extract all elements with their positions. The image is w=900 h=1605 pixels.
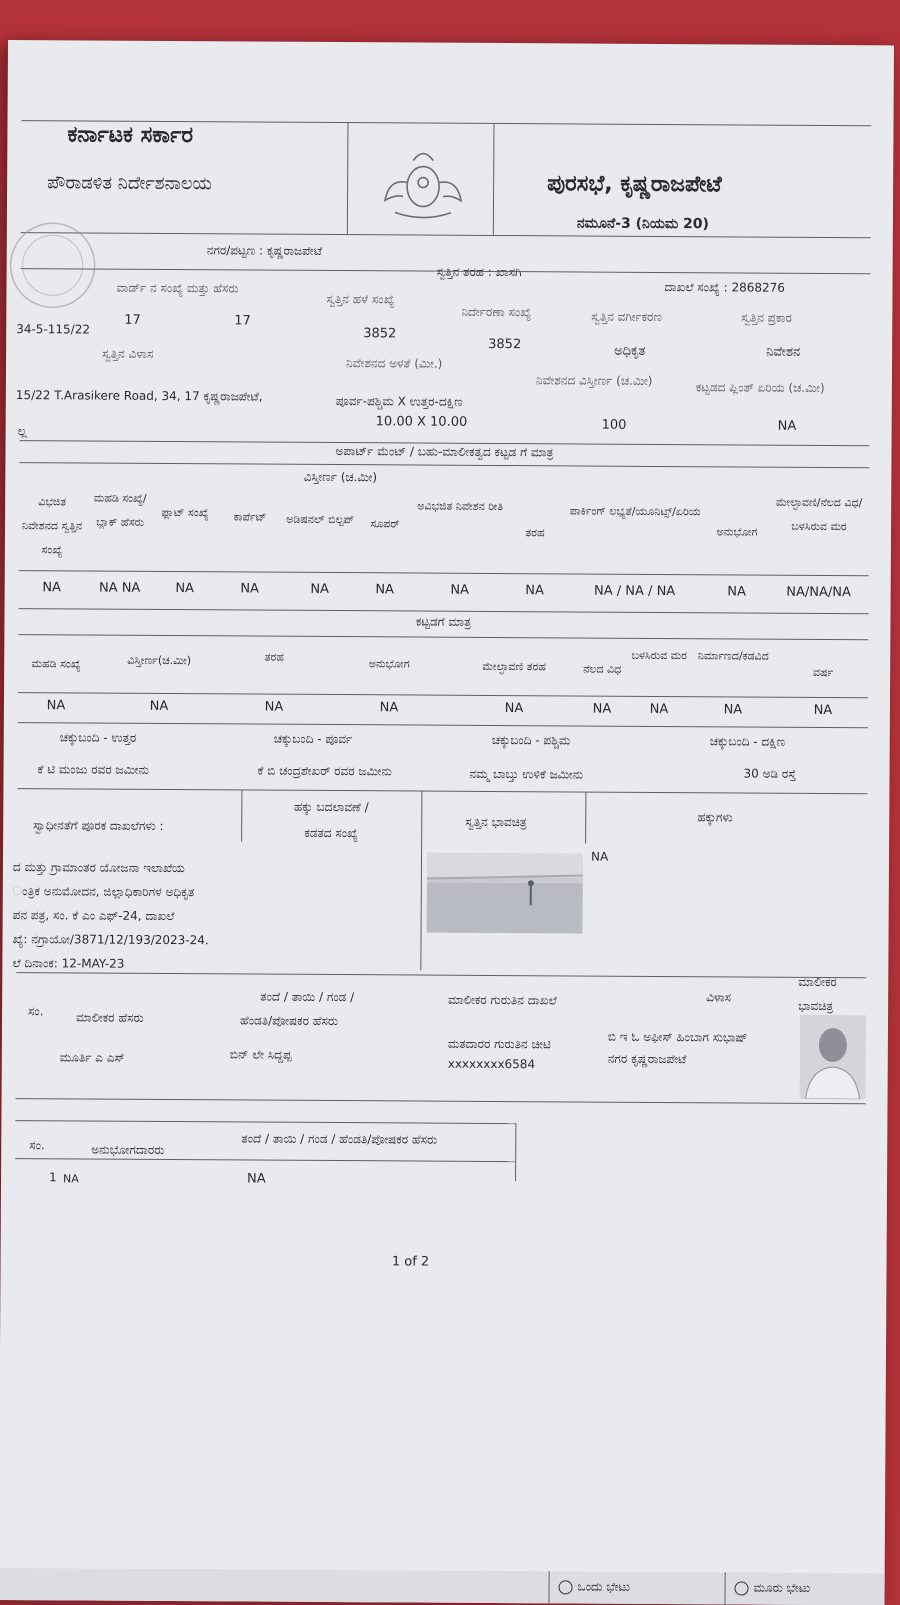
- record-number: ದಾಖಲೆ ಸಂಖ್ಯೆ : 2868276: [664, 280, 785, 296]
- building-value-cell: NA: [224, 699, 324, 715]
- west-boundary-label: ಚಕ್ಕುಬಂದಿ - ಪಶ್ಚಿಮ: [492, 733, 571, 748]
- site-area-value: 100: [602, 418, 627, 433]
- east-boundary-label: ಚಕ್ಕುಬಂದಿ - ಪೂರ್ವ: [274, 732, 353, 747]
- building-value-cell: NA: [574, 701, 630, 716]
- building-value-cell: NA: [778, 703, 868, 719]
- apartment-header-cell: ಮಹಡಿ ಸಂಖ್ಯೆ/ಬ್ಲಾಕ್ ಹೆಸರು: [85, 486, 155, 534]
- municipality-name: ಪುರಸಭೆ, ಕೃಷ್ಣರಾಜಪೇಟೆ: [547, 171, 722, 197]
- apartment-header-cell: ಸೂಪರ್: [355, 512, 415, 536]
- building-value-cell: NA: [630, 702, 688, 717]
- property-address-tail: ಲ್ಲ: [18, 424, 27, 439]
- old-number-label: ಸ್ವತ್ತಿನ ಹಳೆ ಸಂಖ್ಯೆ: [326, 292, 394, 307]
- apartment-value-cell: NA: [215, 581, 285, 596]
- supporting-document-line: ಖ್ಯೆ: ನಗ್ರಾಯೋ/3871/12/193/2023-24.: [12, 932, 208, 948]
- ward-name: 17: [234, 313, 251, 328]
- transfer-label: ಹಕ್ಕು ಬದಲಾವಣೆ /: [241, 799, 421, 815]
- apartment-header-cell: ಅಡಿಷನಲ್ ಬಿಲ್ಟಪ್: [285, 508, 355, 532]
- owner-id-label: ಮಾಲೀಕರ ಗುರುತಿನ ದಾಖಲೆ: [448, 993, 557, 1009]
- building-header-cell: ನಿರ್ಮಾಣದ/ಕಡವಿದ: [688, 644, 778, 669]
- directorate-name: ಪೌರಾಡಳಿತ ನಿರ್ದೇಶನಾಲಯ: [47, 172, 212, 194]
- owner-id-type: ಮತದಾರರ ಗುರುತಿನ ಚೀಟಿ: [448, 1037, 551, 1053]
- south-boundary-label: ಚಕ್ಕುಬಂದಿ - ದಕ್ಷಿಣ: [710, 734, 786, 749]
- ward-number: 17: [124, 313, 141, 328]
- owner-address-label: ವಿಳಾಸ: [706, 990, 731, 1005]
- building-header-cell: ವರ್ಷ: [778, 661, 868, 686]
- supporting-document-line: ಂತ್ರಿಕ ಅನುಮೋದನ, ಜಿಲ್ಲಾಧಿಕಾರಿಗಳ ಅಧಿಕೃತ: [13, 884, 195, 900]
- registration-number-label: ನಿರ್ದೇರಣಾ ಸಂಖ್ಯೆ: [461, 305, 531, 320]
- north-boundary: ಕೆ ಟಿ ಮಂಜು ರವರ ಜಮೀನು: [37, 762, 149, 778]
- apartment-value-cell: NA / NA / NA: [565, 583, 705, 599]
- relation-label: ತಂದೆ / ತಾಯಿ / ಗಂಡ /: [260, 990, 354, 1006]
- dimension-value: 10.00 X 10.00: [376, 414, 468, 430]
- registration-number: 3852: [488, 337, 521, 352]
- radio-icon: [559, 1580, 573, 1594]
- apartment-value-cell: NA: [705, 584, 769, 599]
- north-boundary-label: ಚಕ್ಕುಬಂದಿ - ಉತ್ತರ: [60, 730, 137, 745]
- owner-id-value: xxxxxxxx6584: [448, 1057, 535, 1072]
- apartment-header-cell: ಪಾರ್ಕಿಂಗ್ ಲಭ್ಯತೆ/ಯೂನಿಟ್ಸ್/ಏರಿಯ: [565, 499, 705, 524]
- area-group-header: ವಿಸ್ತೀರ್ಣ (ಚ.ಮೀ): [235, 469, 445, 485]
- building-header-cell: ತರಹ: [224, 645, 324, 670]
- option-one-visit[interactable]: [559, 1579, 631, 1594]
- building-header-cell: ಮೇಲ್ಛಾವಣಿ ತರಹ: [454, 655, 574, 680]
- apartment-value-cell: NA: [415, 582, 505, 598]
- supporting-documents-label: ಸ್ವಾಧೀನತೆಗೆ ಪೂರಕ ದಾಖಲೆಗಳು :: [33, 818, 164, 834]
- building-header-cell: ಮಹಡಿ ಸಂಖ್ಯೆ: [18, 652, 94, 676]
- owner-address-line-2: ನಗರ ಕೃಷ್ಣರಾಜಪೇಟೆ: [608, 1052, 687, 1067]
- apartment-value-cell: NA: [505, 583, 565, 598]
- owner-name-label: ಮಾಲೀಕರ ಹೆಸರು: [76, 1010, 144, 1025]
- owner-relation: ಬಿನ್ ಲೇ ಸಿದ್ದಪ್ಪ: [230, 1047, 292, 1062]
- building-value-cell: NA: [454, 701, 574, 717]
- relation-label-2: ಹೆಂಡತಿ/ಪೋಷಕರ ಹೆಸರು: [240, 1013, 338, 1029]
- town-label: ನಗರ/ಪಟ್ಟಣ : ಕೃಷ್ಣರಾಜಪೇಟೆ: [207, 243, 322, 259]
- rights-label: ಹಕ್ಕುಗಳು: [697, 810, 733, 825]
- south-boundary: 30 ಅಡಿ ರಸ್ತೆ: [743, 767, 796, 782]
- apartment-value-cell: NA: [19, 580, 85, 595]
- rights-value: NA: [591, 850, 608, 864]
- property-photo-label: ಸ್ವತ್ತಿನ ಭಾವಚಿತ್ರ: [465, 815, 527, 830]
- apartment-header-cell: ಕಾರ್ಪೆಟ್: [215, 505, 285, 529]
- apartment-value-cell: NA NA: [85, 580, 155, 595]
- building-header-cell: ಅನುಭೋಗ: [324, 652, 454, 677]
- address-label: ಸ್ವತ್ತಿನ ವಿಳಾಸ: [102, 347, 153, 362]
- option-three-visit[interactable]: [735, 1580, 811, 1595]
- supporting-document-line: ಪನ ಪತ್ರ, ಸಂ. ಕೆ ಎಂ ಎಫ್-24, ದಾಖಲೆ: [13, 908, 175, 924]
- site-area-label: ನಿವೇಶನದ ವಿಸ್ತೀರ್ಣ (ಚ.ಮೀ): [536, 373, 653, 389]
- property-photo: [427, 853, 583, 934]
- radio-icon: [735, 1581, 749, 1595]
- apartment-header-cell: ಮೇಲ್ಛಾವಣಿ/ನೆಲದ ವಿಧ/ಬಳಸಿರುವ ಮರ: [769, 491, 869, 540]
- kind-value: ನಿವೇಶನ: [766, 345, 800, 360]
- apartment-value-cell: NA: [355, 582, 415, 597]
- kind-label: ಸ್ವತ್ತಿನ ಪ್ರಕಾರ: [741, 310, 792, 325]
- apartment-section-title: ಅಪಾರ್ಟ್ ಮೆಂಟ್ / ಬಹು-ಮಾಲೀಕತ್ವದ ಕಟ್ಟಡ ಗೆ ಮಾತ್ರ: [19, 442, 869, 462]
- occupant-number-label: ಸಂ.: [29, 1138, 45, 1153]
- building-value-cell: NA: [94, 699, 224, 715]
- apartment-header-cell: ವಿಭಜಿತ ನಿವೇಶನದ ಸ್ವತ್ತಿನ ಸಂಖ್ಯೆ: [19, 490, 85, 562]
- apartment-value-cell: NA/NA/NA: [769, 585, 869, 601]
- rubber-stamp-icon: [2, 210, 113, 321]
- east-boundary: ಕೆ ಬಿ ಚಂದ್ರಶೇಖರ್ ರವರ ಜಮೀನು: [257, 764, 391, 780]
- left-id: 34-5-115/22: [16, 322, 90, 336]
- footer-bar: [0, 1568, 885, 1605]
- apartment-header-cell: ಫ್ಲಾಟ್ ಸಂಖ್ಯೆ: [155, 501, 215, 525]
- file-number-label: ಕಡತದ ಸಂಖ್ಯೆ: [241, 825, 421, 841]
- dimension-label: ನಿವೇಶನದ ಅಳತೆ (ಮೀ.): [346, 356, 442, 372]
- occupant-row-number: 1: [49, 1170, 57, 1184]
- building-header-cell: ವಿಸ್ತೀರ್ಣ(ಚ.ಮೀ): [94, 649, 224, 674]
- apartment-header-cell: ಅನುಭೋಗ: [705, 520, 769, 544]
- plinth-area-value: NA: [778, 419, 797, 434]
- state-emblem-icon: [367, 142, 479, 223]
- classification-value: ಅಧಿಕೃತ: [614, 344, 645, 359]
- option-three-label: ಮೂರು ಭೇಟು: [754, 1581, 811, 1595]
- owner-number-label: ಸಂ.: [28, 1004, 44, 1019]
- building-section-title: ಕಟ್ಟಡಗೆ ಮಾತ್ರ: [18, 612, 868, 632]
- occupant-name-label: ಅನುಭೋಗದಾರರು: [91, 1143, 164, 1158]
- property-address: 15/22 T.Arasikere Road, 34, 17 ಕೃಷ್ಣರಾಜಪೇಟೆ,: [16, 388, 263, 405]
- option-one-label: ಒಂದು ಭೇಟು: [578, 1580, 631, 1594]
- building-header-cell: ನೆಲದ ವಿಧ: [574, 657, 630, 681]
- supporting-document-line: ದ ಮತ್ತು ಗ್ರಾಮಾಂತರ ಯೋಜನಾ ಇಲಾಖೆಯ: [13, 860, 185, 876]
- building-value-cell: NA: [18, 698, 94, 713]
- owner-photo-label-2: ಭಾವಚಿತ್ರ: [798, 999, 833, 1014]
- building-value-cell: NA: [324, 700, 454, 716]
- occupant-name: NA: [63, 1172, 79, 1185]
- owner-photo-label: ಮಾಲೀಕರ: [798, 975, 837, 990]
- apartment-header-cell: ತರಹ: [505, 521, 565, 545]
- plinth-area-label: ಕಟ್ಟಡದ ಪ್ಲಿಂತ್ ಏರಿಯ (ಚ.ಮೀ): [696, 380, 825, 396]
- document-page: [0, 40, 894, 1605]
- building-header-cell: ಬಳಸಿರುವ ಮರ: [630, 644, 688, 668]
- occupant-relation: NA: [247, 1171, 266, 1186]
- owner-address-line-1: ಬಿ ಇ ಓ ಅಫೀಸ್ ಹಿಂಬಾಗ ಸುಭಾಷ್: [608, 1030, 748, 1046]
- owner-name: ಮೂರ್ತಿ ಎ ಎಸ್: [60, 1050, 125, 1065]
- page-number: 1 of 2: [380, 1254, 440, 1269]
- direction-label: ಪೂರ್ವ-ಪಶ್ಚಿಮ X ಉತ್ತರ-ದಕ್ಷಿಣ: [336, 394, 463, 410]
- building-value-cell: NA: [688, 702, 778, 718]
- apartment-value-cell: NA: [285, 582, 355, 597]
- supporting-document-line: ಲೆ ದಿನಾಂಕ: 12-MAY-23: [12, 956, 124, 972]
- west-boundary: ನಮ್ಮ ಬಾಬ್ತು ಉಳಿಕೆ ಜಮೀನು: [469, 767, 583, 783]
- apartment-value-cell: NA: [155, 581, 215, 596]
- ward-label: ವಾರ್ಡ್ ನ ಸಂಖ್ಯೆ ಮತ್ತು ಹೆಸರು: [116, 281, 238, 297]
- government-title: ಕರ್ನಾಟಕ ಸರ್ಕಾರ: [67, 122, 193, 148]
- form-number: ನಮೂನೆ-3 (ನಿಯಮ 20): [577, 215, 709, 232]
- classification-label: ಸ್ವತ್ತಿನ ವರ್ಗೀಕರಣ: [591, 310, 662, 325]
- owner-photo: [800, 1015, 867, 1099]
- old-number: 3852: [363, 326, 396, 341]
- apartment-header-cell: ಅವಿಭಜಿತ ನಿವೇಶನ ರೀತಿ: [415, 494, 505, 519]
- occupant-relation-label: ತಂದೆ / ತಾಯಿ / ಗಂಡ / ಹೆಂಡತಿ/ಪೋಷಕರ ಹೆಸರು: [241, 1131, 437, 1147]
